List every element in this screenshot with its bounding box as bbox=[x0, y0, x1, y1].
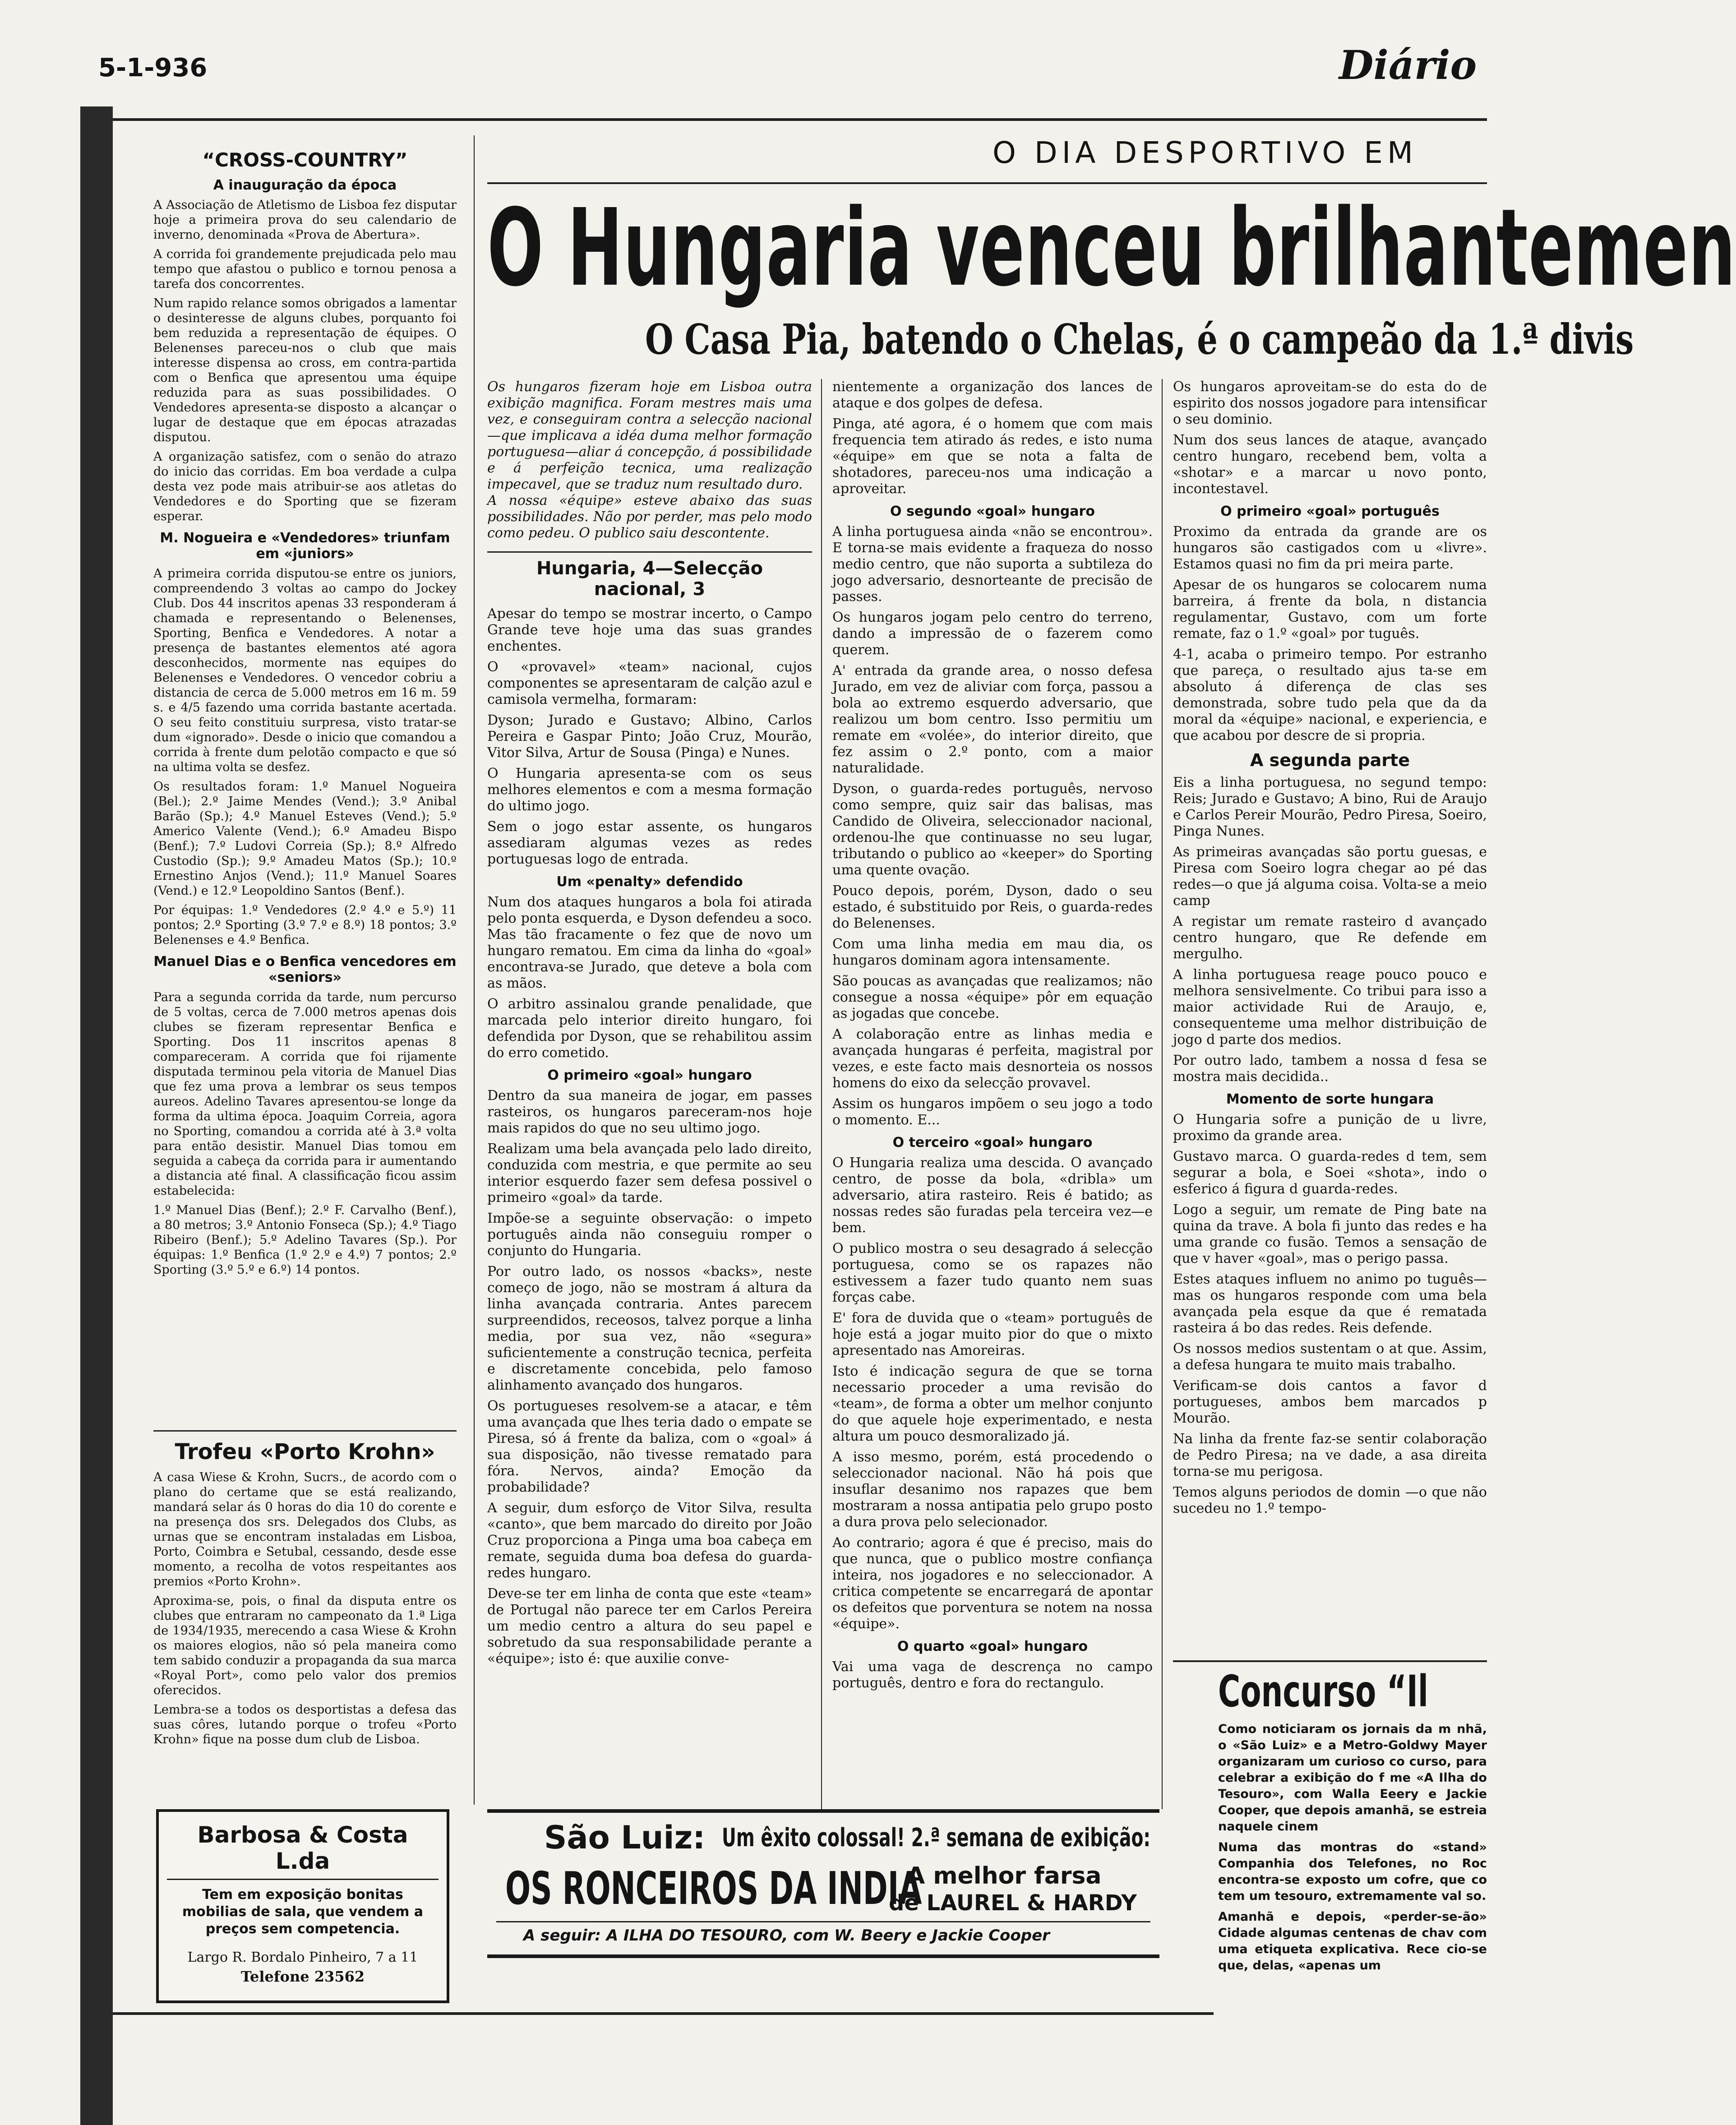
paragraph: Temos alguns periodos de domin —o que não sucedeu no 1.º tempo- bbox=[1173, 1484, 1487, 1516]
paragraph: O publico mostra o seu desagrado á selecção portuguesa, como se os rapazes não estivessem a fazer tudo quanto nem suas forças cabe. bbox=[832, 1241, 1153, 1305]
paragraph: Impõe-se a seguinte observação: o impeto português ainda não conseguiu romper o conjunto do Hungaria. bbox=[487, 1210, 812, 1259]
headline-rule bbox=[487, 182, 1487, 184]
paragraph: Realizam uma bela avançada pelo lado direito, conduzida com mestria, e que permite ao seu interior esquerdo fazer sem defesa possivel o primeiro «goal» da tarde. bbox=[487, 1141, 812, 1206]
paragraph: 4-1, acaba o primeiro tempo. Por estranho que pareça, o resultado ajus ta-se em absoluto á diferença de clas ses demonstrada, sobre tudo pela que da da moral da «équipe» nacional, e experiencia, e que acabou por descre de si propria. bbox=[1173, 647, 1487, 744]
paragraph: Por outro lado, os nossos «backs», neste começo de jogo, não se mostram á altura da linha avançada contraria. Antes parecem surpreendidos, receosos, talvez porque a linha media, por sua vez, não «segura» suficientemente a construção tecnica, perfeita e discretamente concebida, pelo famoso alinhamento avançado dos hungaros. bbox=[487, 1264, 812, 1393]
paragraph: Com uma linha media em mau dia, os hungaros dominam agora intensamente. bbox=[832, 936, 1153, 968]
main-headline: O Hungaria venceu brilhantemen bbox=[487, 186, 1736, 310]
paragraph: Lembra-se a todos os desportistas a defesa das suas côres, lutando porque o trofeu «Porto Krohn» fique na posse dum club de Lisboa. bbox=[153, 1703, 457, 1746]
pt-goal1-subtitle: O primeiro «goal» português bbox=[1220, 504, 1440, 519]
penalty-subtitle: Um «penalty» defendido bbox=[556, 874, 743, 890]
paragraph: A registar um remate rasteiro d avançado centro hungaro, que Re defende em mergulho. bbox=[1173, 914, 1487, 962]
paragraph: Pinga, até agora, é o homem que com mais frequencia tem atirado ás redes, e isto numa «équipe» em que se nota a falta de shotadores, pareceu-nos uma indicação a aproveitar. bbox=[832, 416, 1153, 497]
ad-tagline: Um êxito colossal! 2.ª semana de exibição: bbox=[722, 1823, 1151, 1852]
paragraph: Os portugueses resolvem-se a atacar, e têm uma avançada que lhes teria dado o empate se Piresa, só á frente da baliza, com o «goal» á sua disposição, não tivesse rematado para fóra. Nervos, ainda? Emoção da probabilidade? bbox=[487, 1398, 812, 1495]
juniors-subtitle: M. Nogueira e «Vendedores» triunfam em «juniors» bbox=[160, 530, 450, 562]
trofeu-rule bbox=[153, 1430, 457, 1432]
ad-tagline-wrap bbox=[722, 1824, 1155, 1860]
paragraph: Os hungaros aproveitam-se do esta do de espirito dos nossos jogadore para intensificar o seu dominio. bbox=[1173, 379, 1487, 427]
goal4-subtitle: O quarto «goal» hungaro bbox=[897, 1639, 1088, 1654]
paragraph: A' entrada da grande area, o nosso defesa Jurado, em vez de aliviar com força, passou a bola ao extremo esquerdo adversario, que realizou um bom centro. Isso permitiu um remate em «volée», do interior direito, que fez assim o 2.º ponto, com a maior naturalidade. bbox=[832, 663, 1153, 776]
concurso-title-wrap bbox=[1218, 1667, 1487, 1717]
ad-next: A seguir: A ILHA DO TESOURO, com W. Beery e Jackie Cooper bbox=[523, 1926, 1050, 1945]
paragraph: E' fora de duvida que o «team» português de hoje está a jogar muito pior do que o mixto apresentado nas Amoreiras. bbox=[832, 1310, 1153, 1358]
goal1-subtitle: O primeiro «goal» hungaro bbox=[547, 1067, 752, 1083]
page-date: 5-1-936 bbox=[98, 53, 208, 83]
paragraph: Ao contrario; agora é que é preciso, mais do que nunca, que o publico mostre confiança inteira, nos jogadores e no seleccionador. A critica competente se encarregará de apontar os defeitos que porventura se notem na nossa «équipe». bbox=[832, 1535, 1153, 1632]
paragraph: Gustavo marca. O guarda-redes d tem, sem segurar a bola, e Soei «shota», indo o esferico á figura d guarda-redes. bbox=[1173, 1149, 1487, 1197]
paragraph: Aproxima-se, pois, o final da disputa entre os clubes que entraram no campeonato da 1.ª Liga de 1934/1935, merecendo a casa Wiese & Krohn os maiores elogios, não só pela maneira como tem sabido conduzir a propaganda da sua marca «Royal Port», como pelo valor dos premios oferecidos. bbox=[153, 1594, 457, 1697]
ad-phone: Telefone 23562 bbox=[240, 1968, 365, 1985]
col3 bbox=[832, 379, 1153, 1696]
paragraph: A linha portuguesa ainda «não se encontrou». E torna-se mais evidente a fraqueza do nosso medio centro, que não suporta a subtileza do jogo adversario, desnorteante de precisão de passes. bbox=[832, 524, 1153, 605]
goal3-subtitle: O terceiro «goal» hungaro bbox=[892, 1135, 1093, 1150]
paragraph: Sem o jogo estar assente, os hungaros assediaram algumas vezes as redes portuguesas logo de entrada. bbox=[487, 819, 812, 867]
paragraph: 1.º Manuel Dias (Benf.); 2.º F. Carvalho (Benf.), a 80 metros; 3.º Antonio Fonseca (Sp.); 4.º Tiago Ribeiro (Benf.); 5.º Adelino Tavares (Sp.). Por équipas: 1.º Benfica (1.º 2.º e 4.º) 7 pontos; 2.º Sporting (3.º 5.º e 6.º) 14 pontos. bbox=[153, 1203, 457, 1277]
paragraph: A isso mesmo, porém, está procedendo o seleccionador nacional. Não há pois que insuflar desanimo nos rapazes que bem mostraram a nossa antipatia pelo grupo posto a dura prova pelo selecionador. bbox=[832, 1449, 1153, 1530]
intro-paragraph: Os hungaros fizeram hoje em Lisboa outra exibição magnifica. Foram mestres mais uma vez, e conseguiram contra a selecção nacional—que implicava a idéa duma melhor formação portuguesa—aliar á concepção, á possibilidade e á perfeição tecnica, uma realização impecavel, que se traduz num resultado duro. A nossa «équipe» esteve abaixo das suas possibilidades. Não por perder, mas pelo modo como pedeu. O publico saiu descontente. bbox=[487, 379, 812, 541]
column-rule bbox=[1162, 379, 1163, 1809]
trofeu-title: Trofeu «Porto Krohn» bbox=[175, 1439, 435, 1464]
paragraph: Proximo da entrada da grande are os hungaros são castigados com u «livre». Estamos quasi no fim da pri meira parte. bbox=[1173, 524, 1487, 572]
paragraph: Num rapido relance somos obrigados a lamentar o desinteresse de alguns clubes, porquanto foi bem reduzida a representação de équipes. O Belenenses pareceu-nos o club que mais interesse dispensa ao cross, em contra-partida com o Benfica que apresentou uma équipe reduzida para as suas possibilidades. O Vendedores apresenta-se disposto a alcançar o lugar de destaque que em épocas atrazadas disputou. bbox=[153, 296, 457, 444]
paragraph: Por outro lado, tambem a nossa d fesa se mostra mais decidida.. bbox=[1173, 1053, 1487, 1085]
paragraph: Estes ataques influem no animo po tuguês—mas os hungaros responde com uma bela avançada pela esque da que é rematada rasteira á bo das redes. Reis defende. bbox=[1173, 1271, 1487, 1336]
section-header: O DIA DESPORTIVO EM bbox=[993, 135, 1417, 170]
paragraph: O Hungaria realiza uma descida. O avançado centro, de posse da bola, «dribla» um adversario, atira rasteiro. Reis é batido; as nossas redes são furadas pela terceira vez—e bem. bbox=[832, 1155, 1153, 1236]
paragraph: Logo a seguir, um remate de Ping bate na quina da trave. A bola fi junto das redes e ha uma grande co fusão. Temos a sensação de que v haver «goal», mas o perigo passa. bbox=[1173, 1202, 1487, 1266]
paragraph: Apesar de os hungaros se colocarem numa barreira, á frente da bola, n distancia regulamentar, Gustavo, com um forte remate, faz o 1.º «goal» por tuguês. bbox=[1173, 577, 1487, 642]
paragraph: O Hungaria apresenta-se com os seus melhores elementos e com a mesma formação do ultimo jogo. bbox=[487, 766, 812, 814]
subheadline-wrap bbox=[645, 315, 1634, 365]
sao-luiz-ad bbox=[487, 1809, 1159, 1958]
headline-wrap bbox=[487, 186, 1736, 311]
ad-cinema-name: São Luiz: bbox=[544, 1819, 706, 1856]
barbosa-costa-ad bbox=[156, 1809, 449, 2003]
paragraph: A Associação de Atletismo de Lisboa fez disputar hoje a primeira prova do seu calendario de inverno, denominada «Prova de Abertura». bbox=[153, 198, 457, 242]
second-half-subtitle: A segunda parte bbox=[1250, 750, 1410, 770]
paragraph: O «provavel» «team» nacional, cujos componentes se apresentaram de calção azul e camisola vermelha, formaram: bbox=[487, 659, 812, 707]
bottom-rule bbox=[113, 2012, 1214, 2015]
ad-farsa: A melhor farsa bbox=[907, 1862, 1102, 1889]
paragraph: Deve-se ter em linha de conta que este «team» de Portugal não parece ter em Carlos Pereira um medio centro a altura do seu papel e sobretudo da sua responsabilidade perante a «équipe»; isto é: que auxilie conve- bbox=[487, 1586, 812, 1667]
paragraph: Amanhã e depois, «perder-se-ão» Cidade algumas centenas de chav com uma etiqueta explicativa. Rece cio-se que, delas, «apenas um bbox=[1218, 1910, 1487, 1973]
paragraph: nientemente a organização dos lances de ataque e dos golpes de defesa. bbox=[832, 379, 1153, 411]
paragraph: Para a segunda corrida da tarde, num percurso de 5 voltas, cerca de 7.000 metros apenas dois clubes se fizeram representar Benfica e Sporting. Dos 11 inscritos apenas 8 compareceram. A corrida que foi rijamente disputada terminou pela vitoria de Manuel Dias que fez uma prova a lembrar os seus tempos aureos. Adelino Tavares apresentou-se longe da forma da ultima época. Joaquim Correia, agora no Sporting, comandou a corrida até à 3.ª volta para então desistir. Manuel Dias tomou em seguida a cabeça da corrida para ir aumentando a distancia até final. A classificação ficou assim estabelecida: bbox=[153, 990, 457, 1198]
paragraph: A linha portuguesa reage pouco pouco e melhora sensivelmente. Co tribui para isso a maior actividade Rui de Araujo, e, consequenteme uma melhor distribuição de jogo d parte dos medios. bbox=[1173, 967, 1487, 1048]
column-rule bbox=[821, 379, 822, 1809]
paragraph: A corrida foi grandemente prejudicada pelo mau tempo que afastou o publico e tornou penosa a tarefa dos concorrentes. bbox=[153, 247, 457, 291]
top-rule bbox=[80, 118, 1487, 121]
paragraph: A primeira corrida disputou-se entre os juniors, compreendendo 3 voltas ao campo do Jockey Club. Dos 44 inscritos apenas 33 responderam á chamada e representando o Belenenses, Sporting, Benfica e Vendedores. A notar a presença de bastantes elementos até agora desconhecidos, mormente nas equipes do Belenenses e Vendedores. O vencedor cobriu a distancia de cerca de 5.000 metros em 16 m. 59 s. e 4/5 fazendo uma corrida bastante acertada. O seu feito constituiu surpresa, visto tratar-se dum «ignorado». Desde o inicio que comandou a corrida à frente dum pelotão compacto e que só na ultima volta se desfez. bbox=[153, 567, 457, 774]
lineup-paragraph: Dyson; Jurado e Gustavo; Albino, Carlos Pereira e Gaspar Pinto; João Cruz, Mourão, Vitor Silva, Artur de Sousa (Pinga) e Nunes. bbox=[487, 712, 812, 761]
paragraph: O Hungaria sofre a punição de u livre, proximo da grande area. bbox=[1173, 1112, 1487, 1144]
goal2-subtitle: O segundo «goal» hungaro bbox=[890, 504, 1095, 519]
paragraph: Na linha da frente faz-se sentir colaboração de Pedro Piresa; na ve dade, a asa direita torna-se mu perigosa. bbox=[1173, 1431, 1487, 1479]
paragraph: Dyson, o guarda-redes português, nervoso como sempre, quiz sair das balisas, mas Candido de Oliveira, seleccionador nacional, ordenou-lhe que continuasse no seu lugar, tributando o publico ao «keeper» do Sporting uma quente ovação. bbox=[832, 781, 1153, 878]
paragraph: Os nossos medios sustentam o at que. Assim, a defesa hungara te muito mais trabalho. bbox=[1173, 1341, 1487, 1373]
paragraph: Eis a linha portuguesa, no segund tempo: Reis; Jurado e Gustavo; A bino, Rui de Araujo e Carlos Pereir Mourão, Pedro Piresa, Soeiro, Pinga Nunes. bbox=[1173, 775, 1487, 839]
luck-subtitle: Momento de sorte hungara bbox=[1226, 1091, 1434, 1107]
paragraph: Numa das montras do «stand» Companhia dos Telefones, no Roc encontra-se exposto um cofre, que co tem um tesouro, extremamente val so. bbox=[1218, 1840, 1487, 1903]
col4 bbox=[1173, 379, 1487, 1660]
ad-next-rule bbox=[496, 1921, 1150, 1922]
paragraph: Isto é indicação segura de que se torna necessario proceder a uma revisão do «team», de forma a obter um melhor conjunto do que aquele hoje experimentado, e nesta altura um pouco desmoralizado já. bbox=[832, 1363, 1153, 1444]
cross-country-title: “CROSS-COUNTRY” bbox=[202, 149, 408, 171]
ad-text: Tem em exposição bonitas mobilias de sala, que vendem a preços sem competencia. bbox=[182, 1887, 424, 1937]
paragraph: A organização satisfez, com o senão do atrazo do inicio das corridas. Em boa verdade a culpa desta vez pode mais atribuir-se aos atletas do Vendedores e do Sporting que se fizeram esperar. bbox=[153, 450, 457, 523]
concurso-body bbox=[1218, 1721, 1487, 2118]
paragraph: Verificam-se dois cantos a favor d portugueses, ambos bem marcados p Mourão. bbox=[1173, 1378, 1487, 1426]
column-rule bbox=[474, 135, 475, 1805]
col2 bbox=[487, 379, 812, 1672]
ad-stars: de LAUREL & HARDY bbox=[889, 1890, 1137, 1916]
concurso-rule bbox=[1173, 1660, 1487, 1662]
paragraph: As primeiras avançadas são portu guesas, e Piresa com Soeiro logra chegar ao pé das redes—o que já alguma coisa. Volta-se a meio camp bbox=[1173, 844, 1487, 909]
paragraph: Apesar do tempo se mostrar incerto, o Campo Grande teve hoje uma das suas grandes enchentes. bbox=[487, 606, 812, 654]
ad-address: Largo R. Bordalo Pinheiro, 7 a 11 bbox=[187, 1949, 418, 1965]
paragraph: Assim os hungaros impõem o seu jogo a todo o momento. E... bbox=[832, 1096, 1153, 1128]
trofeu-section bbox=[153, 1439, 457, 1751]
paragraph: A colaboração entre as linhas media e avançada hungaras é perfeita, magistral por vezes, e este facto mais desnorteia os nossos homens do eixo da selecção provavel. bbox=[832, 1026, 1153, 1091]
paragraph: Dentro da sua maneira de jogar, em passes rasteiros, os hungaros pareceram-nos hoje mais rapidos do que no seu ultimo jogo. bbox=[487, 1088, 812, 1136]
paragraph: Os resultados foram: 1.º Manuel Nogueira (Bel.); 2.º Jaime Mendes (Vend.); 3.º Anibal Barão (Sp.); 4.º Manuel Esteves (Vend.); 5.º Americo Valente (Vend.); 6.º Amadeu Bispo (Benf.); 7.º Ludovi Correia (Sp.); 8.º Alfredo Custodio (Sp.); 9.º Amadeu Matos (Sp.); 10.º Ernestino Anjos (Vend.); 11.º Manuel Soares (Vend.) e 12.º Leopoldino Santos (Benf.). bbox=[153, 780, 457, 898]
paragraph: Vai uma vaga de descrença no campo português, dentro e fora do rectangulo. bbox=[832, 1659, 1153, 1691]
paragraph: Como noticiaram os jornais da m nhã, o «São Luiz» e a Metro-Goldwy Mayer organizaram um curioso co curso, para celebrar a exibição do f me «A Ilha do Tesouro», com Walla Eeery e Jackie Cooper, que depois amanhã, se estreia naquele cinem bbox=[1218, 1722, 1487, 1834]
paragraph: A casa Wiese & Krohn, Sucrs., de acordo com o plano do certame que se está realizando, mandará selar ás 0 horas do dia 10 do corente e na presença dos srs. Delegados dos Clubs, as urnas que se encontram instaladas em Lisboa, Porto, Coimbra e Setubal, cessando, desde esse momento, a recolha de votos respeitantes aos premios «Porto Krohn». bbox=[153, 1470, 457, 1589]
score-title: Hungaria, 4—Selecção nacional, 3 bbox=[487, 551, 812, 600]
paragraph: A seguir, dum esforço de Vitor Silva, resulta «canto», que bem marcado do direito por João Cruz proporciona a Pinga uma boa cabeça em remate, seguida duma boa defesa do guarda-redes hungaro. bbox=[487, 1500, 812, 1581]
paragraph: Por équipas: 1.º Vendedores (2.º 4.º e 5.º) 11 pontos; 2.º Sporting (3.º 7.º e 8.º) 18 pontos; 3.º Belenenses e 4.º Benfica. bbox=[153, 903, 457, 947]
seniors-subtitle: Manuel Dias e o Benfica vencedores em «seniors» bbox=[153, 954, 457, 985]
ad-name: Barbosa & Costa L.da bbox=[167, 1822, 439, 1880]
ad-film-wrap bbox=[505, 1862, 922, 1917]
concurso-title: Concurso “Il bbox=[1218, 1666, 1428, 1717]
paragraph: Num dos ataques hungaros a bola foi atirada pelo ponta esquerda, e Dyson defendeu a soco. Mas tão fracamente o fez que de novo um hungaro rematou. Em cima da linha do «goal» encontrava-se Jurado, que deteve a bola com as mãos. bbox=[487, 894, 812, 991]
paragraph: Pouco depois, porém, Dyson, dado o seu estado, é substituido por Reis, o guarda-redes do Belenenses. bbox=[832, 883, 1153, 931]
ad-film-title: OS RONCEIROS DA INDIA bbox=[505, 1862, 922, 1915]
subheadline: O Casa Pia, batendo o Chelas, é o campeão da 1.ª divis bbox=[645, 315, 1634, 364]
cross-country-subtitle: A inauguração da época bbox=[213, 177, 397, 193]
paragraph: Num dos seus lances de ataque, avançado centro hungaro, recebend bem, volta a «shotar» e a marcar u novo ponto, incontestavel. bbox=[1173, 432, 1487, 497]
paragraph: O arbitro assinalou grande penalidade, que marcada pelo interior direito hungaro, foi defendida por Dyson, que se rehabilitou assim do erro cometido. bbox=[487, 996, 812, 1061]
paragraph: São poucas as avançadas que realizamos; não consegue a nossa «équipe» pôr em equação as jogadas que concebe. bbox=[832, 973, 1153, 1021]
paragraph: Os hungaros jogam pelo centro do terreno, dando a impressão de o fazerem como querem. bbox=[832, 610, 1153, 658]
left-margin-bar bbox=[80, 106, 113, 2125]
left-column bbox=[153, 149, 457, 1282]
newspaper-name: Diário bbox=[1339, 42, 1477, 88]
